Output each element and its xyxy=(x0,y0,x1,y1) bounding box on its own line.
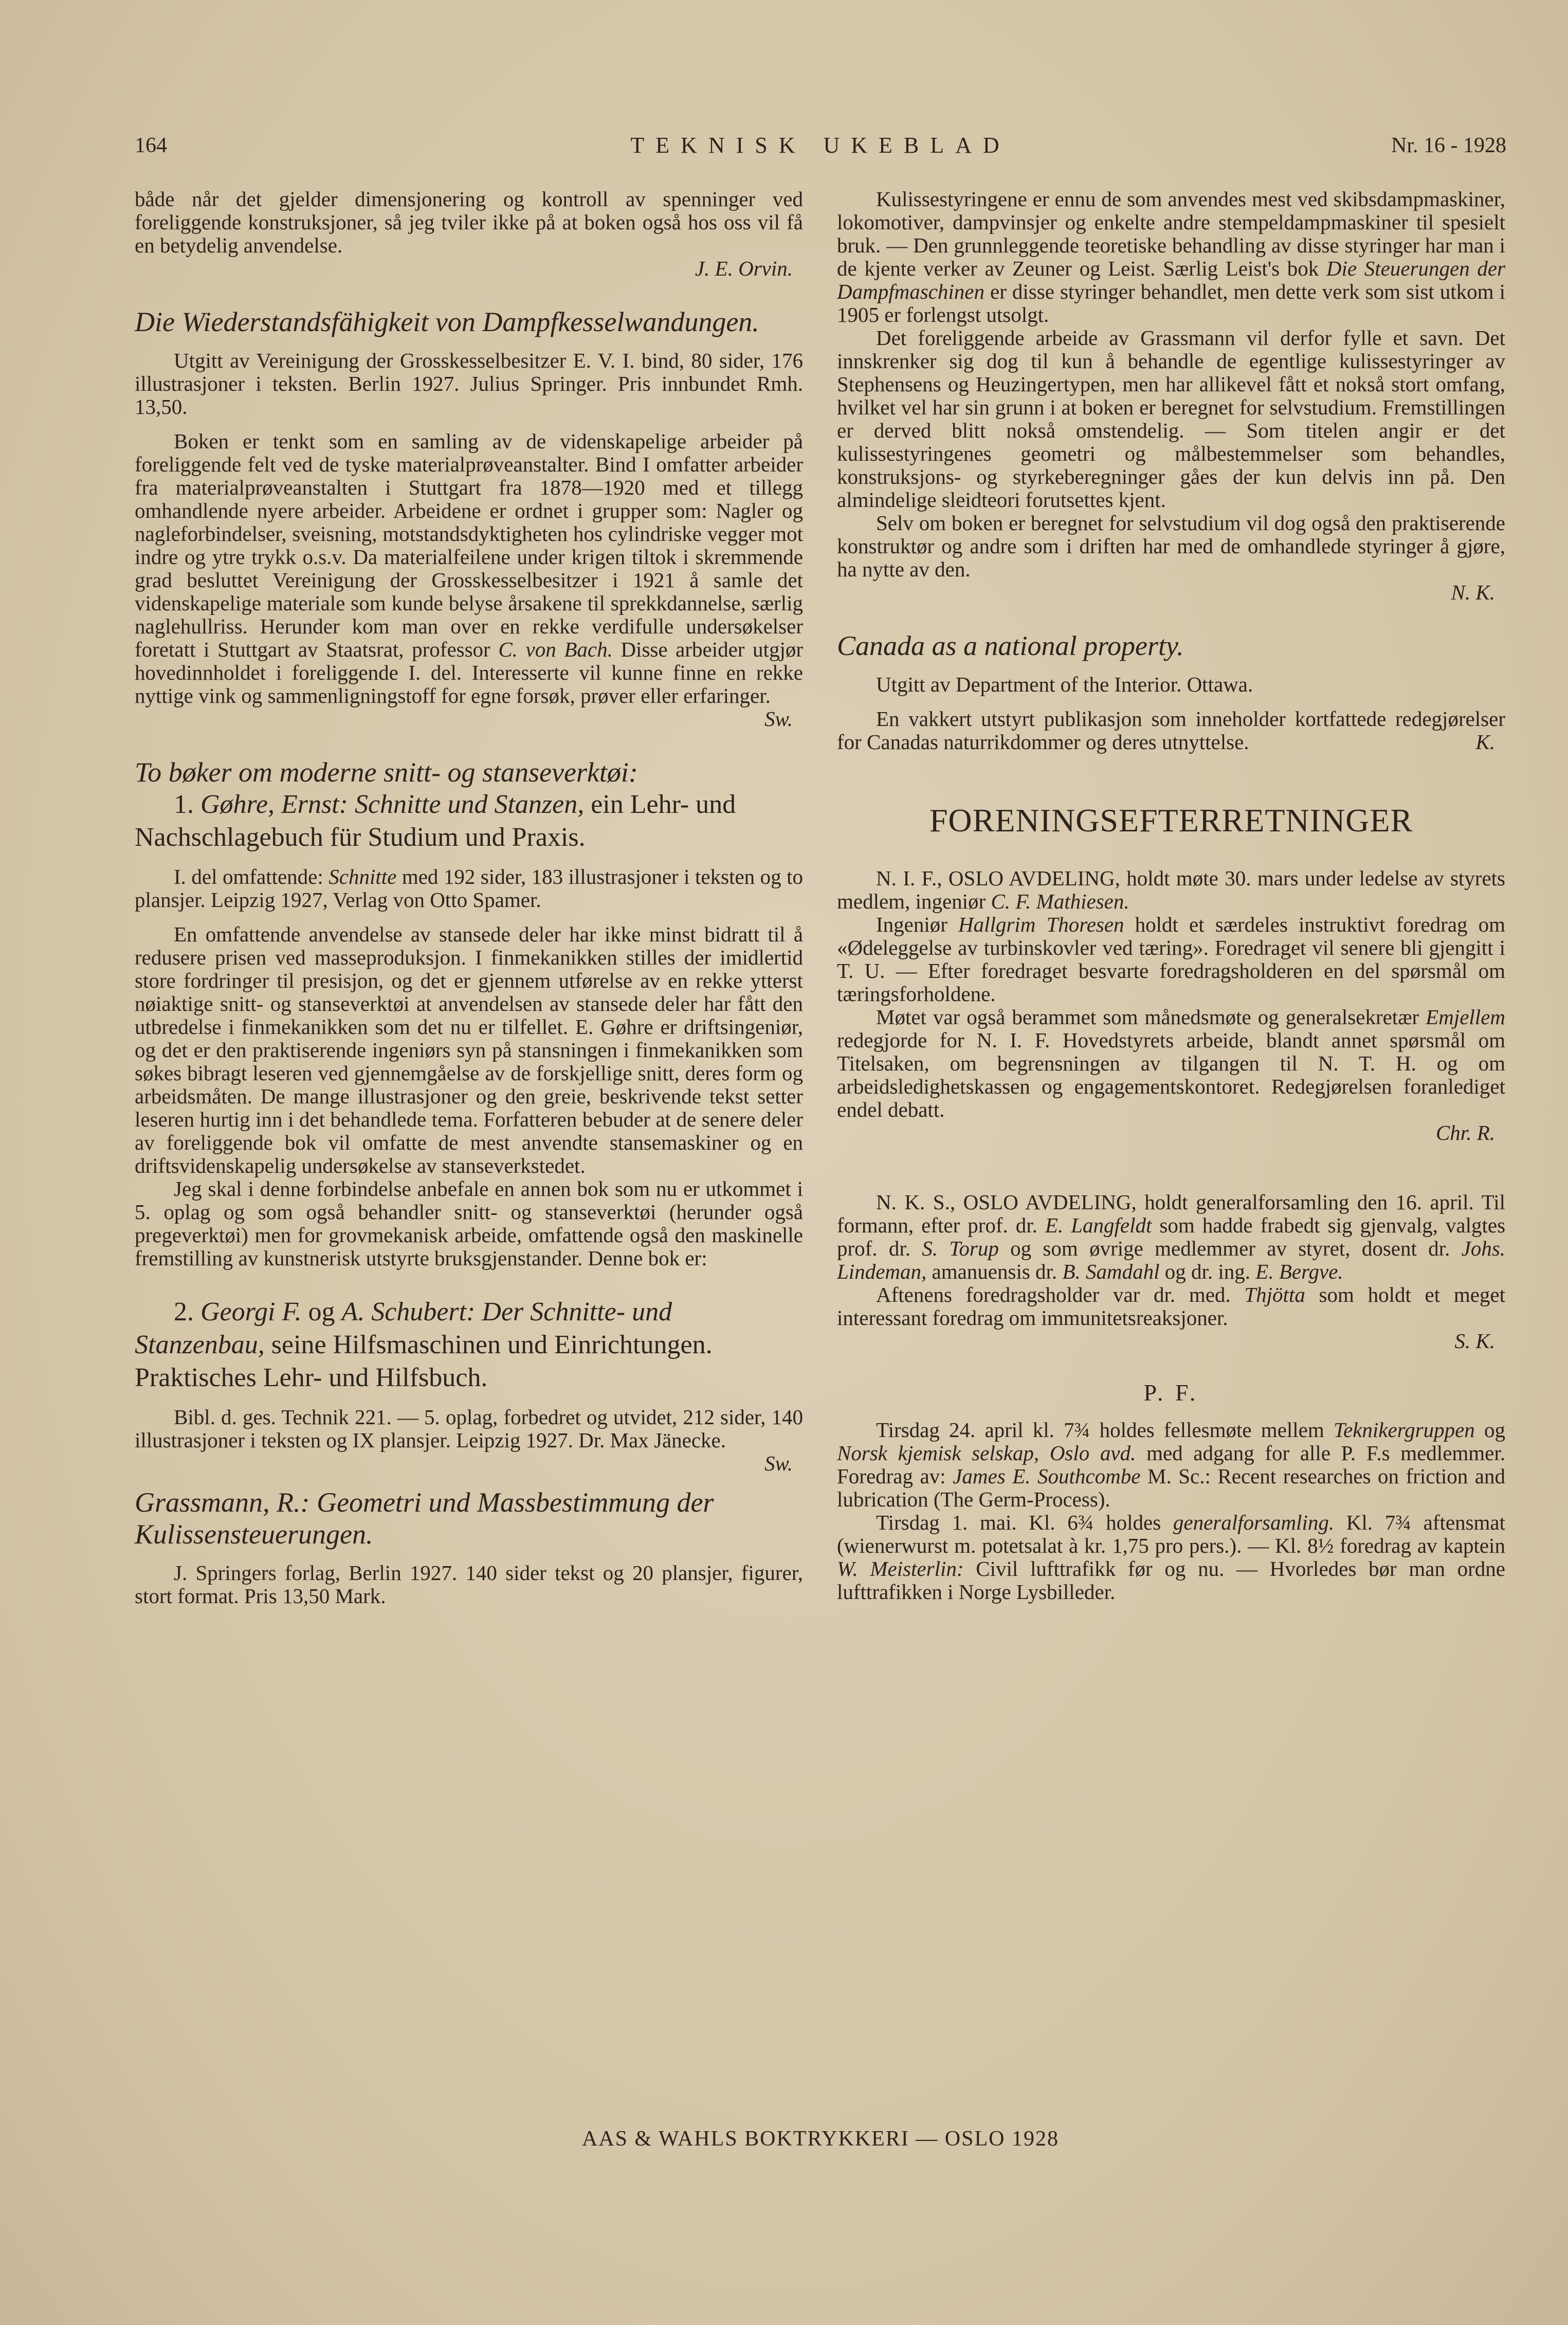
canada-review: En vakkert utstyrt publikasjon som inneholder kortfattede redegjørelser for Canadas naturrikdommer og deres utnyttelse. K. xyxy=(837,707,1505,754)
two-books-heading: To bøker om moderne snitt- og stanseverktøi: xyxy=(135,757,638,788)
nif-meeting: Møtet var også berammet som månedsmøte og generalsekretær Emjellem redegjorde for N. I. F. Hovedstyrets arbeide, blandt annet spørsmål om Titelsaken, om begrensningen av tilgangen til N. T. H. og om arbeidsledighetskassen og engagementskontoret. Redegjørelsen foranlediget endel debatt. xyxy=(837,1005,1506,1121)
right-column xyxy=(837,188,1505,1604)
book2-publication: I. del omfattende: Schnitte med 192 sider, 183 illustrasjoner i teksten og to plansjer. Leipzig 1927, Verlag von Otto Spamer. xyxy=(135,865,804,912)
book4-publication: J. Springers forlag, Berlin 1927. 140 sider tekst og 20 plansjer, figurer, stort format. Pris 13,50 Mark. xyxy=(135,1561,803,1608)
page-header xyxy=(135,128,1506,164)
book1-review: Boken er tenkt som en samling av de videnskapelige arbeider på foreliggende felt ved de tyske materialprøveanstalter. Bind I omfatter arbeider fra materialprøveanstalten i Stuttgart fra 1878—1920 med et tillegg omhandlende nyere arbeider. Arbeidene er ordnet i grupper som: Nagler og nagleforbindelser, sveisning, motstandsdyktigheten hos cylindriske vegger mot indre og ytre trykk o.s.v. Da materialfeilene under krigen tiltok i skremmende grad besluttet Vereinigung der Grosskesselbesitzer i 1921 å samle det videnskapelige materiale som kunde belyse årsakene til sprekkdannelse, særlig naglehullriss. Herunder kom man over en rekke verdifulle undersøkelser foretatt i Stuttgart av Staatsrat, professor C. von Bach. Disse arbeider utgjør hovedinnholdet i foreliggende I. del. Interesserte vil kunne finne en rekke nyttige vink og sammenligningstoff for egne forsøk, prøver eller erfaringer. xyxy=(135,429,803,707)
nks-signature: S. K. xyxy=(1454,1329,1495,1353)
canada-title: Canada as a national property. xyxy=(837,630,1184,661)
page-number: 164 xyxy=(135,134,167,157)
kulisse-review-3: Selv om boken er beregnet for selvstudium vil dog også den praktiserende konstruktør og andre som i driften har med de omhandlede styringer å gjøre, ha nytte av den. xyxy=(837,511,1505,581)
book2-title: 1. Gøhre, Ernst: Schnitte und Stanzen, ein Lehr- und Nachschlagebuch für Studium und Praxis. xyxy=(135,790,736,852)
kulisse-signature: N. K. xyxy=(1451,580,1495,604)
kulisse-review-2: Det foreliggende arbeide av Grassmann vil derfor fylle et savn. Det innskrenker sig dog til kun å behandle de egentlige kulissestyringer av Stephensens og Heuzingertypen, men har allikevel fått et nokså stort omfang, hvilket vel har sin grunn i at boken er beregnet for selvstudium. Fremstillingen er derved blitt nokså omstendelig. — Som titelen angir er det kulissestyringenes geometri og målbestemmelser som behandles, konstruksjons- og styrkeberegninger gåes der kun delvis inn på. Den almindelige sleidteori forutsettes kjent. xyxy=(837,326,1505,512)
nks-intro: N. K. S., OSLO AVDELING, holdt generalforsamling den 16. april. Til formann, efter prof. dr. E. Langfeldt som hadde frabedt sig gjenvalg, valgtes prof. dr. S. Torup og som øvrige medlemmer av styret, dosent dr. Johs. Lindeman, amanuensis dr. B. Samdahl og dr. ing. E. Bergve. xyxy=(837,1190,1506,1283)
book3-title: 2. Georgi F. og A. Schubert: Der Schnitte- und Stanzenbau, seine Hilfsmaschinen und Einrichtungen. Praktisches Lehr- und Hilfsbuch. xyxy=(135,1297,713,1392)
pf-meeting-1: Tirsdag 24. april kl. 7¾ holdes fellesmøte mellem Teknikergruppen og Norsk kjemisk selskap, Oslo avd. med adgang for alle P. F.s medlemmer. Foredrag av: James E. Southcombe M. Sc.: Recent researches on friction and lubrication (The Germ-Process). xyxy=(837,1418,1506,1511)
nif-intro: N. I. F., OSLO AVDELING, holdt møte 30. mars under ledelse av styrets medlem, ingeniør C. F. Mathiesen. xyxy=(837,866,1505,913)
book3-signature: Sw. xyxy=(764,1451,793,1475)
canada-signature: K. xyxy=(1475,730,1495,754)
nif-lecture: Ingeniør Hallgrim Thoresen holdt et særdeles instruktivt foredrag om «Ødeleggelse av turbinskovler ved tæring». Foredraget vil senere bli gjengitt i T. U. — Efter foredraget besvarte foredragsholderen en del spørsmål om tæringsforholdene. xyxy=(837,913,1506,1006)
book1-title: Die Wiederstandsfähigkeit von Dampfkesselwandungen. xyxy=(135,306,759,337)
orvin-signature: J. E. Orvin. xyxy=(695,257,793,280)
printer-footer: AAS & WAHLS BOKTRYKKERI — OSLO 1928 xyxy=(582,2127,1059,2151)
issue-number: Nr. 16 - 1928 xyxy=(1391,134,1506,157)
book1-signature: Sw. xyxy=(764,707,793,731)
kulisse-review-1: Kulissestyringene er ennu de som anvendes mest ved skibsdampmaskiner, lokomotiver, dampvinsjer og enkelte andre stempeldampmaskiner til spesielt bruk. — Den grunnleggende teoretiske behandling av disse styringer har man i de kjente verker av Zeuner og Leist. Særlig Leist's bok Die Steuerungen der Dampfmaschinen er disse styringer behandlet, men dette verk som sist utkom i 1905 er forlengst utsolgt. xyxy=(837,187,1505,326)
book2-review-1: En omfattende anvendelse av stansede deler har ikke minst bidratt til å redusere prisen ved masseproduksjon. I finmekanikken stilles der imidlertid store fordringer til presisjon, og det er gjennem utførelse av en rekke ytterst nøiaktige snitt- og stanseverktøi at anvendelsen av stansede deler har fått den utbredelse i finmekanikken som det nu er tilfellet. E. Gøhre er driftsingeniør, og det er den praktiserende ingeniørs syn på stansningen i finmekanikken som søkes bibragt leseren ved gjennemgåelse av de forskjellige snitt, deres form og arbeidsmåten. De mange illustrasjoner og den greie, beskrivende tekst setter leseren hurtig inn i det behandlede tema. Forfatteren bebuder at de senere deler av foreliggende bok vil omfatte de mest anvendte stansemaskiner og en driftsvidenskapelig undersøkelse av stanseverkstedet. xyxy=(135,922,803,1177)
orvin-review-end: både når det gjelder dimensjonering og kontroll av spenninger ved foreliggende konstruksjoner, så jeg tviler ikke på at boken også hos oss vil få en betydelig anvendelse. xyxy=(135,187,803,257)
nif-signature: Chr. R. xyxy=(1435,1121,1495,1145)
book2-review-2: Jeg skal i denne forbindelse anbefale en annen bok som nu er utkommet i 5. oplag og som også behandler snitt- og stanseverktøi (herunder også pregeverktøi) men for grovmekanisk arbeide, omfattende også den maskinelle fremstilling av kunstnerisk utstyrte bruksgjenstander. Denne bok er: xyxy=(135,1177,803,1270)
book3-publication: Bibl. d. ges. Technik 221. — 5. oplag, forbedret og utvidet, 212 sider, 140 illustrasjoner i teksten og IX plansjer. Leipzig 1927. Dr. Max Jänecke. xyxy=(135,1405,803,1452)
section-heading: FORENINGSEFTERRETNINGER xyxy=(929,802,1413,839)
canada-publication: Utgitt av Department of the Interior. Ottawa. xyxy=(876,673,1253,696)
book4-title: Grassmann, R.: Geometri und Massbestimmung der Kulissensteuerungen. xyxy=(135,1487,714,1550)
pf-heading: P. F. xyxy=(1143,1379,1199,1406)
nks-lecture: Aftenens foredragsholder var dr. med. Thjötta som holdt et meget interessant foredrag om immunitetsreaksjoner. xyxy=(837,1283,1506,1330)
left-column xyxy=(135,188,803,1608)
pf-meeting-2: Tirsdag 1. mai. Kl. 6¾ holdes generalforsamling. Kl. 7¾ aftensmat (wienerwurst m. potetsalat à kr. 1,75 pro pers.). — Kl. 8½ foredrag av kaptein W. Meisterlin: Civil lufttrafikk før og nu. — Hvorledes bør man ordne lufttrafikken i Norge Lysbilleder. xyxy=(837,1511,1506,1604)
book1-publication: Utgitt av Vereinigung der Grosskesselbesitzer E. V. I. bind, 80 sider, 176 illustrasjoner i teksten. Berlin 1927. Julius Springer. Pris innbundet Rmh. 13,50. xyxy=(135,349,803,419)
journal-title: TEKNISK UKEBLAD xyxy=(630,133,1011,158)
